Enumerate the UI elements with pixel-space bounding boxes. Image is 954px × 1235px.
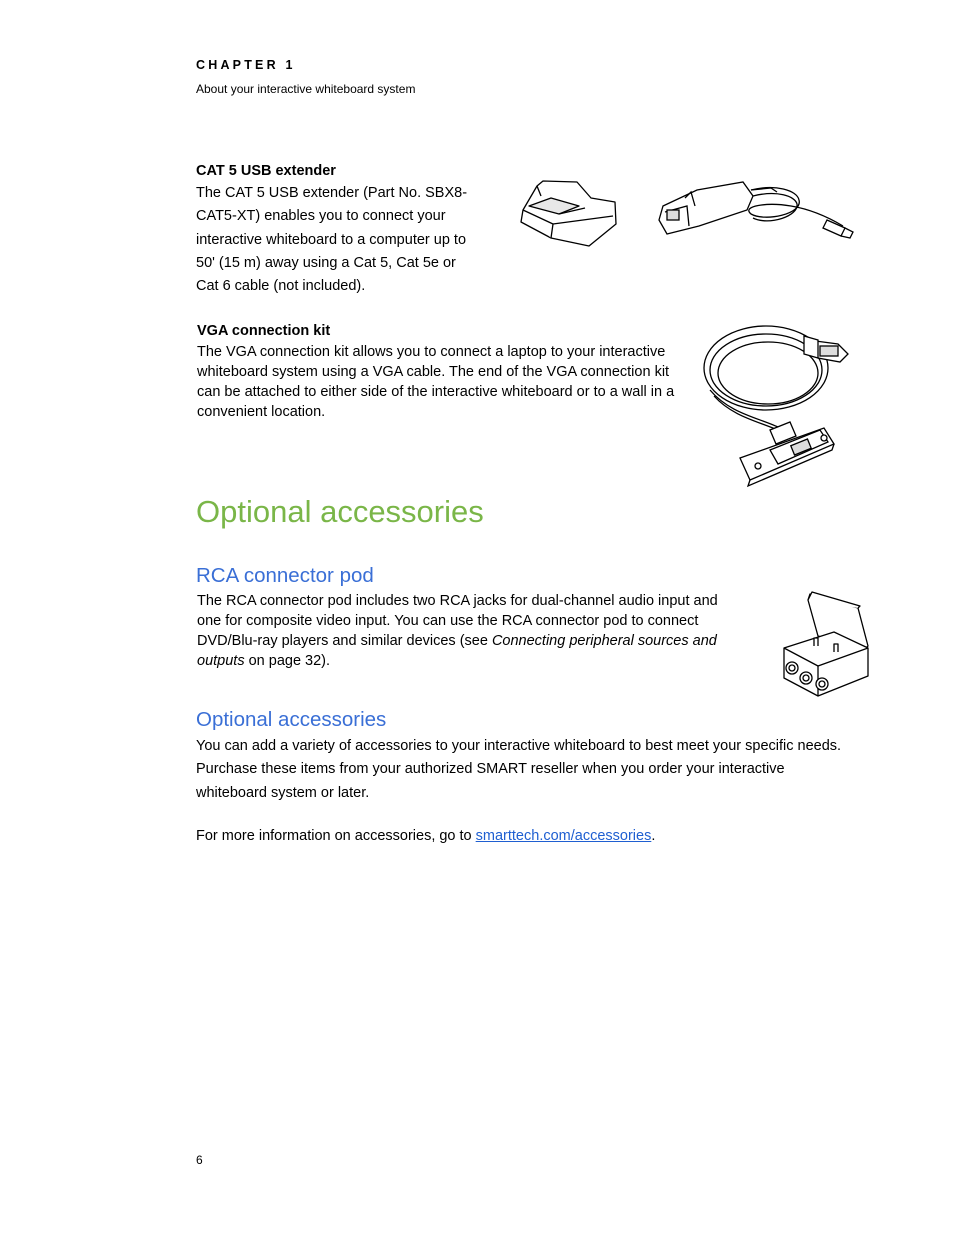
usb-extender-illustration: [515, 176, 860, 256]
accessories-line: You can add a variety of accessories to your interactive whiteboard to best meet your specific needs.: [196, 738, 842, 754]
more-info-period: .: [651, 828, 656, 844]
chapter-label: CHAPTER 1: [196, 58, 296, 72]
vga-line: whiteboard system using a VGA cable. The end of the VGA connection kit: [197, 364, 670, 380]
vga-kit-description: [197, 342, 697, 422]
cross-reference-title-end: outputs: [197, 653, 245, 669]
vga-line: can be attached to either side of the interactive whiteboard or to a wall in a: [197, 384, 675, 400]
rca-line-text: DVD/Blu-ray players and similar devices (see: [197, 633, 492, 649]
rca-line-text: on page 32).: [244, 653, 331, 669]
cat5-extender-heading: CAT 5 USB extender: [196, 163, 336, 179]
rca-pod-illustration: [778, 588, 873, 700]
more-info-paragraph: [196, 825, 655, 848]
vga-line: convenient location.: [197, 404, 326, 420]
accessories-line: Purchase these items from your authorized SMART reseller when you order your interactive: [196, 761, 785, 778]
optional-accessories-heading: Optional accessories: [196, 708, 387, 731]
cat5-line: Cat 6 cable (not included).: [196, 278, 366, 295]
rca-pod-description: [197, 591, 757, 671]
accessories-link[interactable]: smarttech.com/accessories: [475, 828, 652, 844]
cat5-line: CAT5-XT) enables you to connect your: [196, 208, 446, 225]
rca-line: [197, 631, 757, 651]
chapter-subtitle: About your interactive whiteboard system: [196, 82, 416, 96]
vga-kit-heading: VGA connection kit: [197, 323, 331, 339]
cat5-line: 50' (15 m) away using a Cat 5, Cat 5e or: [196, 254, 456, 271]
page-number: 6: [196, 1153, 203, 1167]
cross-reference-title: Connecting peripheral sources and: [491, 633, 717, 649]
cat5-extender-description: [196, 182, 496, 298]
accessories-line: whiteboard system or later.: [196, 784, 370, 801]
cat5-line: The CAT 5 USB extender (Part No. SBX8-: [196, 185, 468, 201]
rca-line: The RCA connector pod includes two RCA jacks for dual-channel audio input and: [197, 593, 718, 609]
optional-accessories-description: [196, 735, 896, 805]
rca-line: one for composite video input. You can use the RCA connector pod to connect: [197, 613, 699, 629]
rca-line: [197, 651, 757, 671]
vga-cable-illustration: [700, 318, 855, 490]
vga-line: The VGA connection kit allows you to connect a laptop to your interactive: [197, 344, 666, 360]
section-title: Optional accessories: [196, 494, 484, 529]
more-info-text: For more information on accessories, go to: [196, 828, 476, 844]
cat5-line: interactive whiteboard to a computer up to: [196, 231, 467, 248]
rca-pod-heading: RCA connector pod: [196, 564, 374, 587]
